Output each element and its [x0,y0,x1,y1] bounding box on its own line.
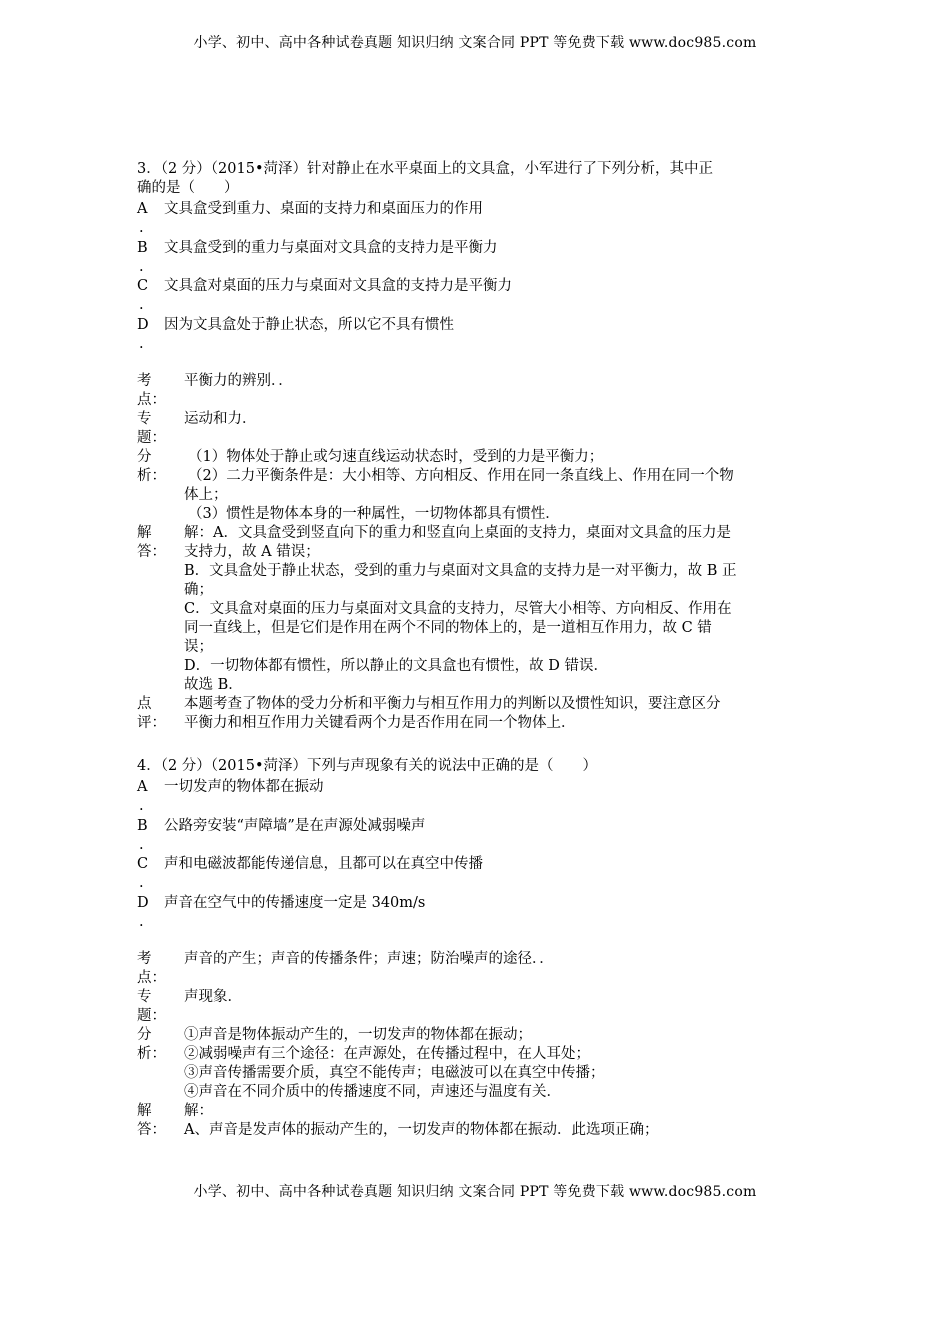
section-label [137,524,184,695]
option-letter: B [137,817,148,834]
q3-option-b [137,239,817,278]
page-header: 小学、初中、高中各种试卷真题 知识归纳 文案合同 PPT 等免费下载 www.doc985.com [193,35,757,51]
document-body [137,160,817,1140]
option-text: 文具盒受到重力、桌面的支持力和桌面压力的作用 [164,201,483,217]
option-text: 文具盒对桌面的压力与桌面对文具盒的支持力是平衡力 [164,278,512,294]
option-letter: D [137,316,149,333]
jieda-line: 故选 B． [184,677,243,693]
option-text: 公路旁安装“声障墙”是在声源处减弱噪声 [164,817,426,834]
option-letter: A [137,779,148,795]
q4-stem-line1: 4．（2 分）（2015•菏泽）下列与声现象有关的说法中正确的是（ ） [137,758,598,774]
option-text: 文具盒受到的重力与桌面对文具盒的支持力是平衡力 [164,239,498,256]
section-label [137,372,184,410]
jieda-line: C．文具盒对桌面的压力与桌面对文具盒的支持力，尽管大小相等、方向相反、作用在 [184,601,732,617]
jieda-line: A、声音是发声体的振动产生的，一切发声的物体都在振动．此选项正确； [184,1122,659,1138]
q3-zhuanti [137,410,817,448]
label-line: 析： [137,1046,166,1062]
dianping-line: 平衡力和相互作用力关键看两个力是否作用在同一个物体上． [184,715,576,731]
section-label [137,1102,184,1140]
jieda-line: 同一直线上，但是它们是作用在两个不同的物体上的，是一道相互作用力，故 C 错 [184,620,712,636]
kaodian-text: 声音的产生；声音的传播条件；声速；防治噪声的途径．． [184,951,554,967]
option-dot: . [139,875,144,891]
q4-jieda [137,1102,817,1140]
jieda-line: 确； [184,582,213,598]
fenxi-line: （2）二力平衡条件是：大小相等、方向相反、作用在同一条直线上、作用在同一个物 [188,468,734,484]
fenxi-text [184,448,817,524]
q3-stem-line2: 确的是（ ） [137,180,239,196]
section-label [137,410,184,448]
label-line: 点 [137,696,152,712]
label-line: 题： [137,430,166,446]
label-line: 解 [137,1103,152,1119]
q3-option-d [137,316,817,355]
q4-analysis [137,950,817,1140]
fenxi-line: ③声音传播需要介质，真空不能传声；电磁波可以在真空中传播； [184,1065,605,1081]
label-line: 分 [137,449,152,465]
label-line: 考 [137,373,152,389]
label-line: 分 [137,1027,152,1043]
fenxi-line: 体上； [184,487,228,503]
label-line: 考 [137,951,152,967]
label-line: 题： [137,1008,166,1024]
jieda-line: 误； [184,639,213,655]
option-letter: C [137,856,149,872]
jieda-line: B．文具盒处于静止状态，受到的重力与桌面对文具盒的支持力是一对平衡力，故 B 正 [184,563,737,579]
option-text: 声音在空气中的传播速度一定是 340m/s [164,894,426,911]
dianping-text [184,695,817,733]
option-letter: B [137,239,148,256]
label-line: 析： [137,468,166,484]
label-line: 评： [137,715,166,731]
jieda-text [184,524,817,695]
label-line: 点： [137,970,166,986]
label-line: 专 [137,411,152,427]
option-text: 声和电磁波都能传递信息，且都可以在真空中传播 [164,856,483,872]
jieda-line: 解：A．文具盒受到竖直向下的重力和竖直向上桌面的支持力，桌面对文具盒的压力是 [184,525,731,541]
q4-option-c [137,855,817,894]
question-4 [137,757,817,1140]
fenxi-line: ④声音在不同介质中的传播速度不同，声速还与温度有关． [184,1084,561,1100]
option-dot: . [139,836,144,853]
q4-zhuanti [137,988,817,1026]
q4-option-a [137,778,817,817]
page-footer: 小学、初中、高中各种试卷真题 知识归纳 文案合同 PPT 等免费下载 www.doc985.com [193,1184,757,1200]
q3-dianping [137,695,817,733]
question-3 [137,160,817,733]
option-dot: . [139,297,144,313]
option-letter: A [137,201,148,217]
option-dot: . [139,220,144,236]
q3-option-c [137,277,817,316]
jieda-text [184,1102,817,1140]
q3-options [137,200,817,354]
label-line: 点： [137,392,166,408]
label-line: 答： [137,1122,166,1138]
fenxi-line: （3）惯性是物体本身的一种属性，一切物体都具有惯性． [188,506,560,522]
zhuanti-text: 声现象． [184,989,242,1005]
question-gap [137,733,817,757]
fenxi-line: ②减弱噪声有三个途径：在声源处，在传播过程中，在人耳处； [184,1046,590,1062]
q3-stem-line1: 3．（2 分）（2015•菏泽）针对静止在水平桌面上的文具盒，小军进行了下列分析，其中正 [137,161,714,177]
q3-jieda [137,524,817,695]
option-text: 一切发声的物体都在振动 [164,779,324,795]
section-label [137,950,184,988]
q3-option-a [137,200,817,239]
label-line: 答： [137,544,166,560]
q4-kaodian [137,950,817,988]
option-dot: . [139,798,144,814]
q4-options [137,778,817,932]
q3-analysis [137,372,817,733]
section-label [137,988,184,1026]
jieda-line: 支持力，故 A 错误； [184,544,320,560]
jieda-line: 解： [184,1103,213,1119]
label-line: 解 [137,525,152,541]
section-label [137,1026,184,1102]
q3-fenxi [137,448,817,524]
option-text: 因为文具盒处于静止状态，所以它不具有惯性 [164,316,454,333]
q4-option-d [137,894,817,933]
jieda-line: D．一切物体都有惯性，所以静止的文具盒也有惯性，故 D 错误． [184,658,608,674]
fenxi-line: （1）物体处于静止或匀速直线运动状态时，受到的力是平衡力； [188,449,604,465]
section-label [137,695,184,733]
kaodian-text: 平衡力的辨别．． [184,373,293,389]
zhuanti-text: 运动和力． [184,411,257,427]
label-line: 专 [137,989,152,1005]
option-letter: C [137,278,149,294]
fenxi-text [184,1026,817,1102]
option-dot: . [139,258,144,275]
q4-option-b [137,817,817,856]
section-label [137,448,184,524]
fenxi-line: ①声音是物体振动产生的，一切发声的物体都在振动； [184,1027,532,1043]
option-dot: . [139,913,144,930]
option-dot: . [139,335,144,352]
q3-kaodian [137,372,817,410]
dianping-line: 本题考查了物体的受力分析和平衡力与相互作用力的判断以及惯性知识，要注意区分 [184,696,721,712]
q4-fenxi [137,1026,817,1102]
option-letter: D [137,894,149,911]
